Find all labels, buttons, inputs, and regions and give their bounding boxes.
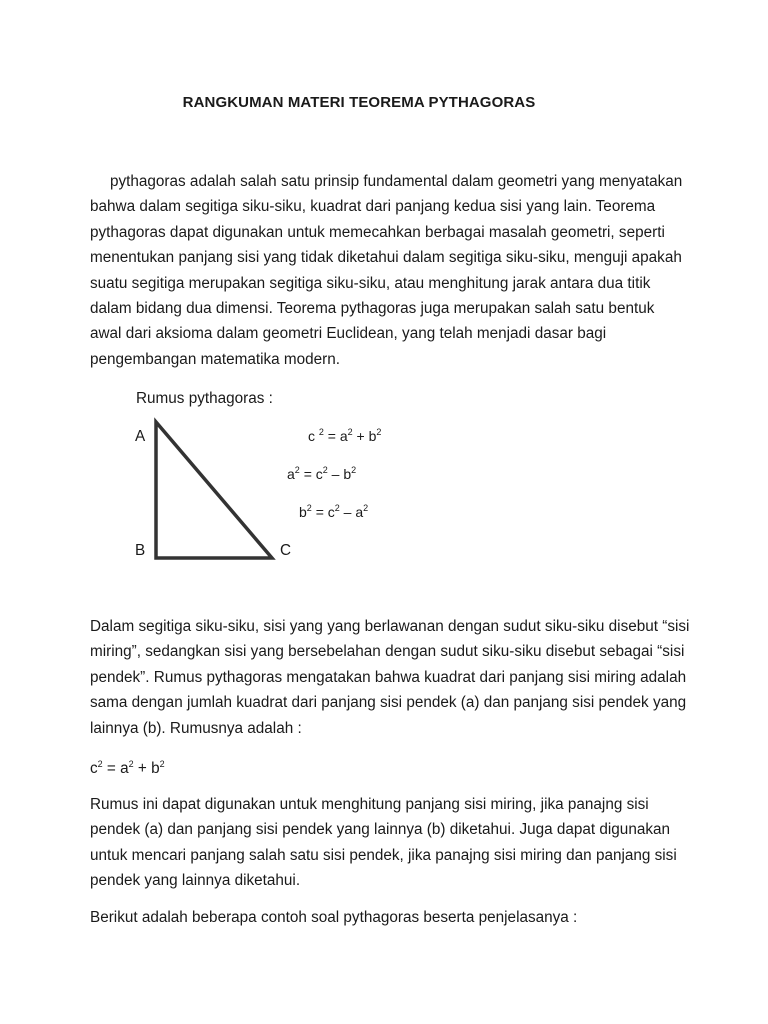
vertex-label-b: B: [135, 542, 146, 559]
vertex-label-a: A: [135, 428, 146, 445]
formula-b-squared: $b^2 = c^2 - a^2$: [299, 503, 369, 520]
triangle-shape: [156, 422, 272, 558]
formula-label: Rumus pythagoras :: [136, 390, 273, 407]
contoh-paragraph: Berikut adalah beberapa contoh soal pythagoras beserta penjelasanya :: [90, 909, 578, 926]
vertex-label-c: C: [280, 542, 292, 559]
intro-paragraph: pythagoras adalah salah satu prinsip fundamental dalam geometri yang menyatakan bahwa dalam segitiga siku-siku, kuadrat dari panjang kedua sisi yang lain. Teorema pythagoras dapat digunakan untuk memecahkan berbagai masalah geometri, seperti menentukan panjang sisi yang tidak diketahui dalam segitiga siku-siku, menguji apakah suatu segitiga merupakan segitiga siku-siku, atau menghitung jarak antara dua titik dalam bidang dua dimensi. Teorema pythagoras juga merupakan salah satu bentuk awal dari aksioma dalam geometri Euclidean, yang telah menjadi dasar bagi pengembangan matematika modern.: [90, 173, 683, 368]
formula-inline: $c^2 = a^2 + b^2$: [90, 759, 165, 777]
formula-a-squared: $a^2 = c^2 - b^2$: [287, 465, 357, 482]
formula-c-squared: c $^2 = a^2 + b^2$: [308, 427, 382, 444]
penggunaan-paragraph: Rumus ini dapat digunakan untuk menghitung panjang sisi miring, jika panajng sisi pendek (a) dan panjang sisi pendek yang lainnya (b) diketahui. Juga dapat digunakan untuk mencari panjang salah satu sisi pendek, jika panajng sisi miring dan panjang sisi pendek yang lainnya diketahui.: [90, 796, 677, 890]
page-title: RANGKUMAN MATERI TEOREMA PYTHAGORAS: [182, 94, 536, 111]
right-triangle-figure: [148, 414, 278, 564]
sisi-paragraph: Dalam segitiga siku-siku, sisi yang yang berlawanan dengan sudut siku-siku disebut “sisi miring”, sedangkan sisi yang bersebelahan dengan sudut siku-siku disebut sebagai “sisi pendek”. Rumus pythagoras mengatakan bahwa kuadrat dari panjang sisi miring adalah sama dengan jumlah kuadrat dari panjang sisi pendek (a) dan panjang sisi pendek yang lainnya (b). Rumusnya adalah :: [90, 618, 690, 737]
